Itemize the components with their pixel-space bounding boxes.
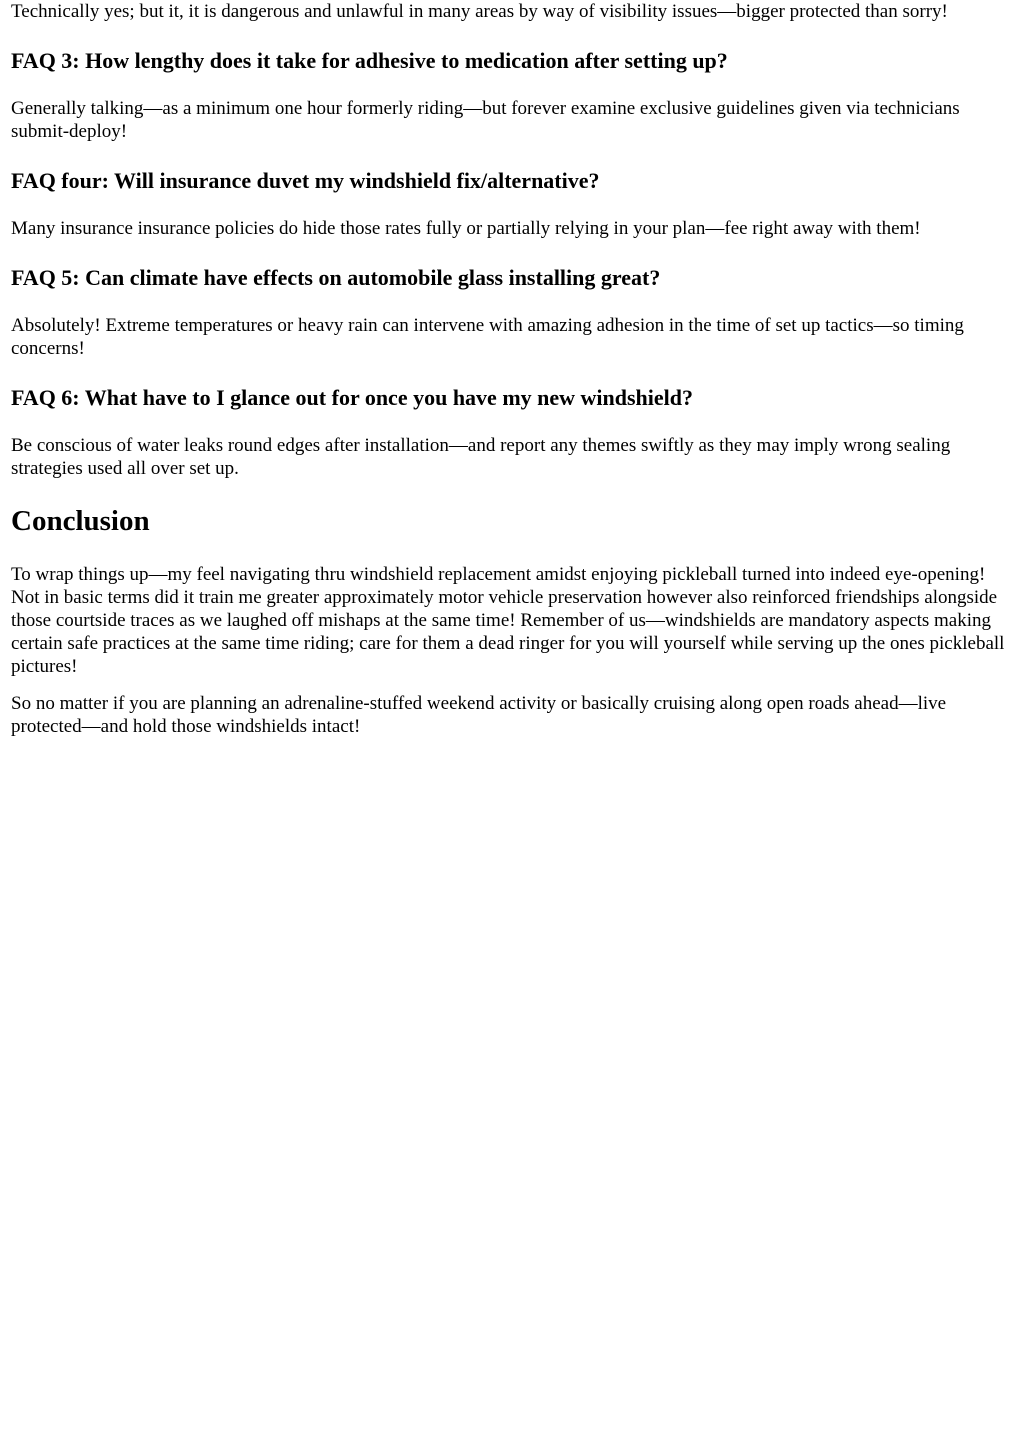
faq-answer: Generally talking—as a minimum one hour formerly riding—but forever examine exclusive guidelines given via technicians submit-deploy! (11, 98, 960, 142)
faq-question: FAQ 6: What have to I glance out for once you have my new windshield? (11, 385, 694, 410)
faq-question: FAQ four: Will insurance duvet my windshield fix/alternative? (11, 168, 600, 193)
faq-answer: Absolutely! Extreme temperatures or heavy rain can intervene with amazing adhesion in the time of set up tactics—so timing concerns! (11, 315, 964, 359)
faq-3 (11, 48, 1013, 143)
faq-4 (11, 168, 1013, 240)
faq-answer: Many insurance insurance policies do hide those rates fully or partially relying in your plan—fee right away with them! (11, 218, 921, 239)
faq-question: FAQ 3: How lengthy does it take for adhesive to medication after setting up? (11, 48, 728, 73)
faq-6 (11, 385, 1013, 480)
conclusion-paragraph: To wrap things up—my feel navigating thru windshield replacement amidst enjoying pickleball turned into indeed eye-opening! Not in basic terms did it train me greater approximately motor vehicle preservation however also reinforced friendships alongside those courtside traces as we laughed off mishaps at the same time! Remember of us—windshields are mandatory aspects making certain safe practices at the same time riding; care for them a dead ringer for you will yourself while serving up the ones pickleball pictures! (11, 564, 1005, 677)
faq-question: FAQ 5: Can climate have effects on automobile glass installing great? (11, 265, 661, 290)
conclusion-paragraph: So no matter if you are planning an adrenaline-stuffed weekend activity or basically cruising along open roads ahead—live protected—and hold those windshields intact! (11, 693, 947, 737)
intro-paragraph: Technically yes; but it, it is dangerous and unlawful in many areas by way of visibility issues—bigger protected than sorry! (11, 1, 948, 22)
conclusion-section (11, 504, 1013, 738)
faq-answer: Be conscious of water leaks round edges after installation—and report any themes swiftly as they may imply wrong sealing strategies used all over set up. (11, 435, 951, 479)
faq-5 (11, 265, 1013, 360)
conclusion-heading: Conclusion (11, 505, 150, 537)
